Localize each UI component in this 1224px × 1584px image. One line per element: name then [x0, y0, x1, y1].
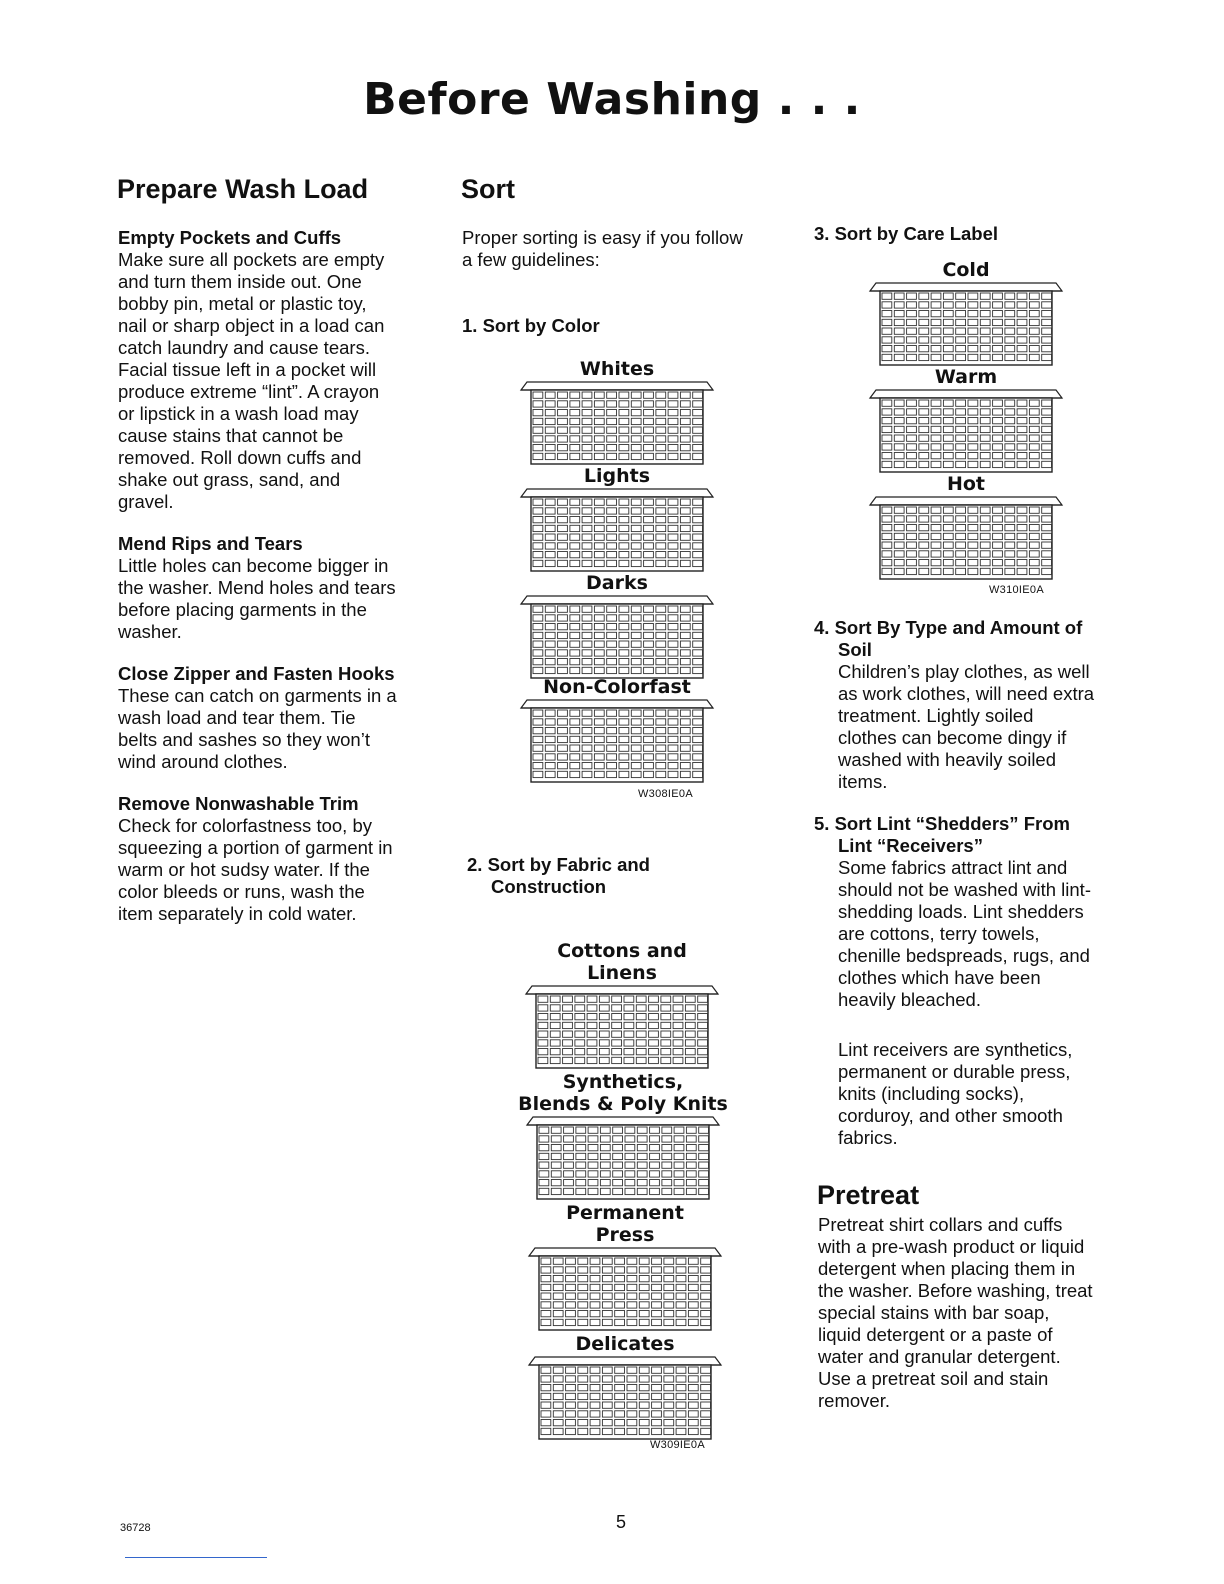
- prepare-section: [118, 793, 438, 925]
- step4-body: [838, 661, 1138, 793]
- text-line: Pretreat shirt collars and cuffs: [818, 1214, 1063, 1235]
- bin-label-permanent-press: [525, 1202, 725, 1246]
- text-line: heavily bleached.: [838, 989, 981, 1010]
- section-line: belts and sashes so they won’t: [118, 729, 370, 750]
- bin-label-line: Press: [595, 1224, 655, 1246]
- prepare-heading: Prepare Wash Load: [117, 174, 369, 204]
- laundry-basket-icon: [517, 487, 717, 575]
- laundry-basket-icon: [866, 281, 1066, 369]
- laundry-basket-icon: [525, 1355, 725, 1443]
- pretreat-heading: Pretreat: [817, 1180, 920, 1210]
- section-line: wash load and tear them. Tie: [118, 707, 356, 728]
- step-line: Construction: [491, 876, 607, 897]
- text-line: fabrics.: [838, 1127, 898, 1148]
- section-title: Close Zipper and Fasten Hooks: [118, 663, 395, 684]
- text-line: washed with heavily soiled: [838, 749, 1057, 770]
- step-sort-by-color: 1. Sort by Color: [462, 315, 600, 336]
- text-line: Some fabrics attract lint and: [838, 857, 1068, 878]
- sort-intro: [462, 227, 782, 271]
- section-line: and turn them inside out. One: [118, 271, 362, 292]
- color-bin-group: [517, 465, 717, 575]
- section-line: squeezing a portion of garment in: [118, 837, 393, 858]
- text-line: water and granular detergent.: [818, 1346, 1061, 1367]
- section-line: Check for colorfastness too, by: [118, 815, 372, 836]
- color-bin-group: [517, 358, 717, 468]
- laundry-basket-icon: [517, 594, 717, 682]
- sort-heading: Sort: [461, 174, 515, 204]
- laundry-basket-icon: [866, 388, 1066, 476]
- figure-code: W310IE0A: [989, 584, 1044, 596]
- step-line: 2. Sort by Fabric and: [467, 854, 650, 875]
- text-line: detergent when placing them in: [818, 1258, 1076, 1279]
- laundry-basket-icon: [517, 698, 717, 786]
- section-line: Facial tissue left in a pocket will: [118, 359, 377, 380]
- bin-label-warm: Warm: [934, 366, 998, 388]
- bin-label-line: Synthetics,: [562, 1071, 684, 1093]
- fabric-bin-group: [512, 1071, 734, 1203]
- bin-label-whites: Whites: [579, 358, 655, 380]
- section-line: before placing garments in the: [118, 599, 367, 620]
- step-line: Lint “Receivers”: [838, 835, 983, 856]
- section-line: gravel.: [118, 491, 174, 512]
- section-title: Empty Pockets and Cuffs: [118, 227, 342, 248]
- text-line: Lint receivers are synthetics,: [838, 1039, 1073, 1060]
- step-line: 4. Sort By Type and Amount of: [814, 617, 1083, 638]
- care-bin-group: [866, 366, 1066, 476]
- section-title: Mend Rips and Tears: [118, 533, 303, 554]
- figure-code: W308IE0A: [638, 788, 693, 800]
- section-line: the washer. Mend holes and tears: [118, 577, 396, 598]
- text-line: remover.: [818, 1390, 890, 1411]
- section-line: warm or hot sudsy water. If the: [118, 859, 370, 880]
- page-title: Before Washing . . .: [363, 74, 861, 125]
- text-line: chenille bedspreads, rugs, and: [838, 945, 1090, 966]
- bin-label-line: Blends & Poly Knits: [518, 1093, 728, 1115]
- laundry-basket-icon: [866, 495, 1066, 583]
- bin-label-line: Linens: [587, 962, 657, 984]
- text-line: permanent or durable press,: [838, 1061, 1071, 1082]
- color-bin-group: [517, 676, 717, 786]
- section-line: Little holes can become bigger in: [118, 555, 389, 576]
- text-line: liquid detergent or a paste of: [818, 1324, 1053, 1345]
- section-line: cause stains that cannot be: [118, 425, 344, 446]
- text-line: special stains with bar soap,: [818, 1302, 1050, 1323]
- step-line: 5. Sort Lint “Shedders” From: [814, 813, 1070, 834]
- lint-receivers-body: [838, 1039, 1138, 1149]
- prepare-sections: [118, 227, 438, 945]
- link-underline: [125, 1557, 267, 1558]
- step-line: Soil: [838, 639, 872, 660]
- bin-label-cottons: [522, 940, 722, 984]
- care-bin-group: [866, 473, 1066, 583]
- bin-label-line: Cottons and: [557, 940, 687, 962]
- section-line: washer.: [118, 621, 182, 642]
- text-line: are cottons, terry towels,: [838, 923, 1040, 944]
- laundry-basket-icon: [512, 1115, 734, 1203]
- step-sort-by-soil: [814, 617, 1134, 661]
- step-sort-lint: [814, 813, 1134, 857]
- fabric-bin-group: [522, 940, 722, 1072]
- laundry-basket-icon: [525, 1246, 725, 1334]
- step-sort-by-care-label: 3. Sort by Care Label: [814, 223, 999, 244]
- bin-label-line: Permanent: [566, 1202, 684, 1224]
- prepare-section: [118, 227, 438, 513]
- section-line: or lipstick in a wash load may: [118, 403, 359, 424]
- fabric-bin-group: [525, 1333, 725, 1443]
- section-line: bobby pin, metal or plastic toy,: [118, 293, 367, 314]
- section-line: nail or sharp object in a load can: [118, 315, 385, 336]
- document-number: 36728: [120, 1522, 151, 1534]
- bin-label-hot: Hot: [946, 473, 986, 495]
- laundry-basket-icon: [522, 984, 722, 1072]
- page-number: 5: [616, 1512, 627, 1532]
- text-line: knits (including socks),: [838, 1083, 1025, 1104]
- section-line: catch laundry and cause tears.: [118, 337, 370, 358]
- bin-label-darks: Darks: [586, 572, 648, 594]
- step5-body: [838, 857, 1138, 1011]
- step-sort-by-fabric: [467, 854, 650, 898]
- text-line: with a pre-wash product or liquid: [818, 1236, 1085, 1257]
- text-line: items.: [838, 771, 888, 792]
- section-line: Make sure all pockets are empty: [118, 249, 385, 270]
- prepare-section: [118, 533, 438, 643]
- text-line: the washer. Before washing, treat: [818, 1280, 1093, 1301]
- text-line: Use a pretreat soil and stain: [818, 1368, 1049, 1389]
- section-line: wind around clothes.: [118, 751, 288, 772]
- bin-label-cold: Cold: [942, 259, 990, 281]
- fabric-bin-group: [525, 1202, 725, 1334]
- section-title: Remove Nonwashable Trim: [118, 793, 359, 814]
- section-line: produce extreme “lint”. A crayon: [118, 381, 380, 402]
- bin-label-synthetics: [512, 1071, 734, 1115]
- bin-label-delicates: [525, 1333, 725, 1355]
- prepare-section: [118, 663, 438, 773]
- sort-intro-line: Proper sorting is easy if you follow: [462, 227, 743, 248]
- pretreat-body: [818, 1214, 1138, 1412]
- sort-intro-line: a few guidelines:: [462, 249, 600, 270]
- bin-label-non-colorfast: Non-Colorfast: [543, 676, 691, 698]
- text-line: as work clothes, will need extra: [838, 683, 1095, 704]
- figure-code: W309IE0A: [650, 1439, 705, 1451]
- bin-label-lights: Lights: [583, 465, 651, 487]
- section-line: These can catch on garments in a: [118, 685, 397, 706]
- section-line: item separately in cold water.: [118, 903, 357, 924]
- care-bin-group: [866, 259, 1066, 369]
- text-line: clothes can become dingy if: [838, 727, 1067, 748]
- text-line: treatment. Lightly soiled: [838, 705, 1034, 726]
- section-line: color bleeds or runs, wash the: [118, 881, 365, 902]
- text-line: corduroy, and other smooth: [838, 1105, 1063, 1126]
- section-line: shake out grass, sand, and: [118, 469, 341, 490]
- section-line: removed. Roll down cuffs and: [118, 447, 362, 468]
- bin-label-line: Delicates: [575, 1333, 675, 1355]
- color-bin-group: [517, 572, 717, 682]
- text-line: clothes which have been: [838, 967, 1041, 988]
- text-line: shedding loads. Lint shedders: [838, 901, 1084, 922]
- text-line: should not be washed with lint-: [838, 879, 1091, 900]
- text-line: Children’s play clothes, as well: [838, 661, 1090, 682]
- laundry-basket-icon: [517, 380, 717, 468]
